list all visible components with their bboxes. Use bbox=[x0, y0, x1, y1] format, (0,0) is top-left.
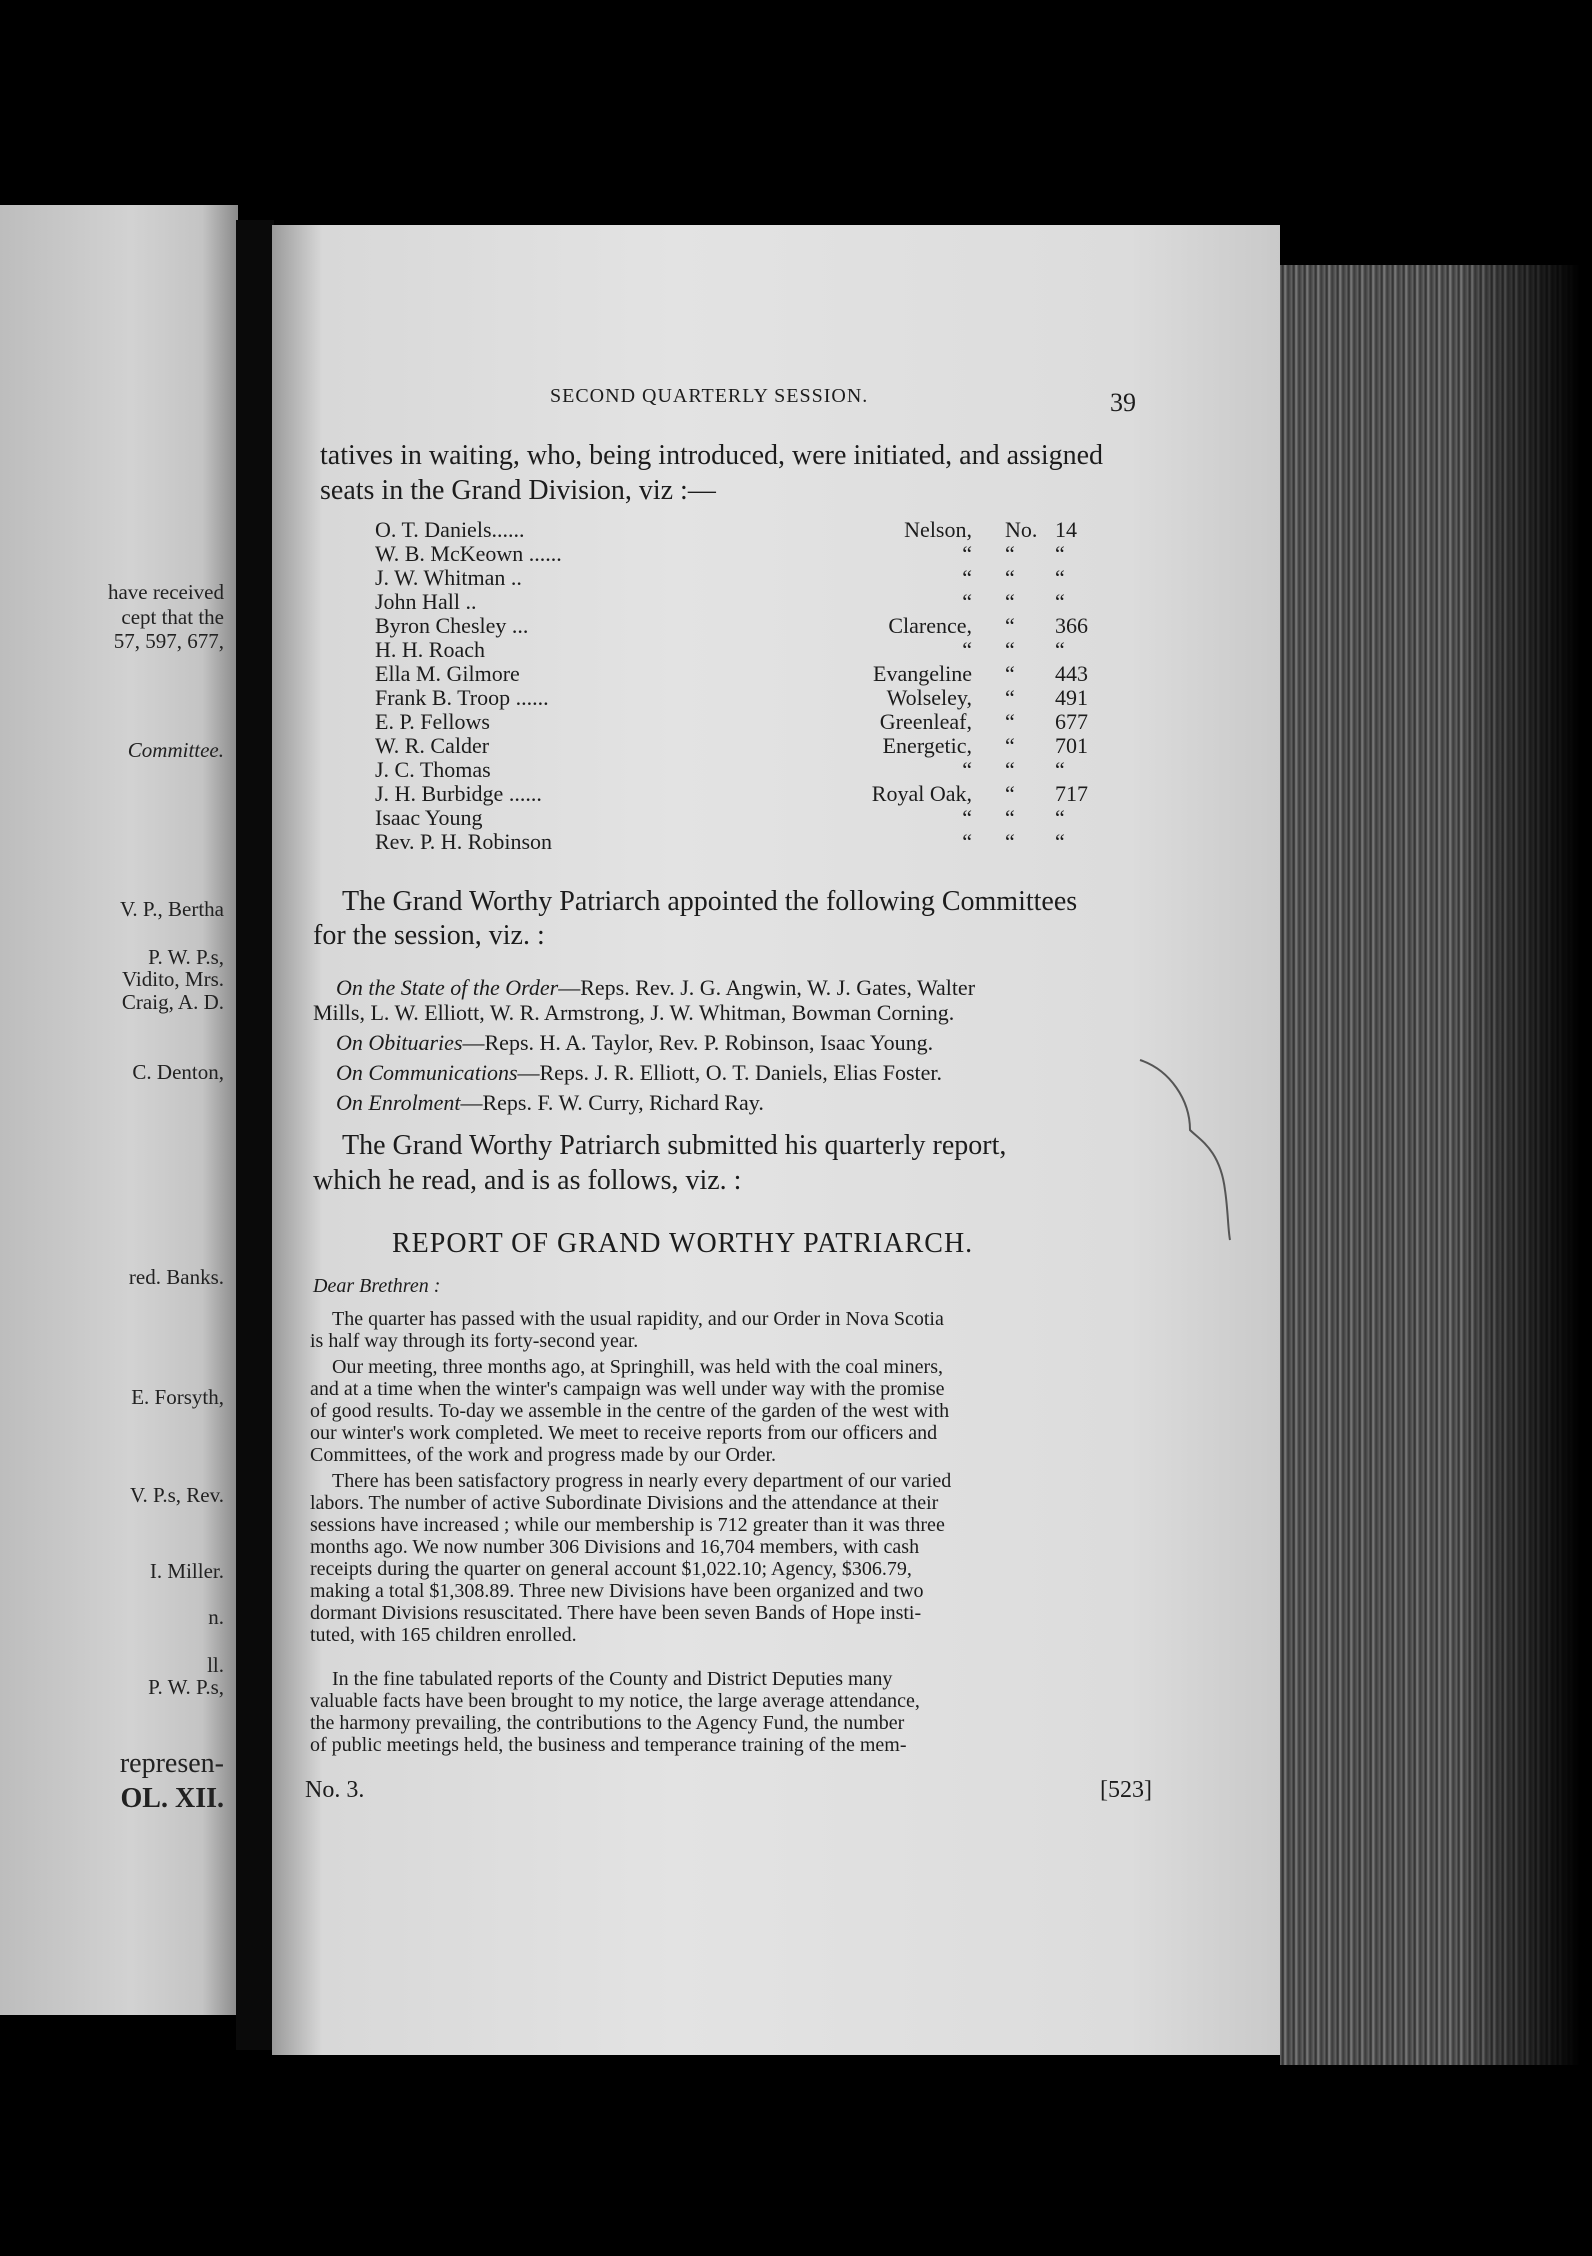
member-name: Frank B. Troop ...... bbox=[375, 685, 549, 710]
report-line: sessions have increased ; while our membership is 712 greater than it was three bbox=[310, 1514, 945, 1536]
report-line: There has been satisfactory progress in nearly every department of our varied bbox=[332, 1470, 952, 1492]
member-lodge: “ bbox=[962, 637, 972, 662]
member-num: 491 bbox=[1055, 685, 1088, 710]
member-num: “ bbox=[1055, 565, 1065, 590]
member-lodge: “ bbox=[962, 589, 972, 614]
committee-text: —Reps. J. R. Elliott, O. T. Daniels, Elias Foster. bbox=[517, 1060, 943, 1085]
member-no: “ bbox=[1005, 661, 1015, 686]
report-line: and at a time when the winter's campaign was well under way with the promise bbox=[310, 1378, 945, 1400]
member-num: “ bbox=[1055, 829, 1065, 854]
member-num: “ bbox=[1055, 757, 1065, 782]
page-number: 39 bbox=[1110, 388, 1136, 417]
member-no: “ bbox=[1005, 541, 1015, 566]
member-num: “ bbox=[1055, 589, 1065, 614]
member-no: “ bbox=[1005, 733, 1015, 758]
member-num: 677 bbox=[1055, 709, 1088, 734]
committees-intro-line: The Grand Worthy Patriarch appointed the following Committees bbox=[342, 886, 1078, 917]
member-row bbox=[0, 638, 1280, 662]
report-line: tuted, with 165 children enrolled. bbox=[310, 1624, 577, 1646]
member-lodge: “ bbox=[962, 757, 972, 782]
issue-signature: No. 3. bbox=[305, 1777, 365, 1803]
committees-intro-line: for the session, viz. : bbox=[313, 920, 545, 951]
member-num: 443 bbox=[1055, 661, 1088, 686]
member-name: O. T. Daniels...... bbox=[375, 517, 525, 542]
member-lodge: Clarence, bbox=[888, 613, 972, 638]
report-line: Committees, of the work and progress made by our Order. bbox=[310, 1444, 777, 1466]
member-lodge: Royal Oak, bbox=[871, 781, 972, 806]
member-no: “ bbox=[1005, 781, 1015, 806]
committee-obituaries bbox=[336, 1030, 933, 1056]
member-lodge: Greenleaf, bbox=[879, 709, 972, 734]
report-line: the harmony prevailing, the contributions to the Agency Fund, the number bbox=[310, 1712, 905, 1734]
member-no: “ bbox=[1005, 805, 1015, 830]
committee-state-cont: Mills, L. W. Elliott, W. R. Armstrong, J. W. Whitman, Bowman Corning. bbox=[313, 1000, 955, 1025]
member-lodge: Energetic, bbox=[882, 733, 972, 758]
report-intro-line: which he read, and is as follows, viz. : bbox=[313, 1165, 742, 1196]
intro-line: seats in the Grand Division, viz :— bbox=[320, 475, 716, 506]
member-no: “ bbox=[1005, 685, 1015, 710]
member-row bbox=[0, 542, 1280, 566]
member-name: Ella M. Gilmore bbox=[375, 661, 520, 686]
report-line: Our meeting, three months ago, at Springhill, was held with the coal miners, bbox=[332, 1356, 943, 1378]
member-row bbox=[0, 518, 1280, 542]
member-name: H. H. Roach bbox=[375, 637, 485, 662]
member-name: J. W. Whitman .. bbox=[375, 565, 522, 590]
member-no: “ bbox=[1005, 829, 1015, 854]
committee-text: —Reps. F. W. Curry, Richard Ray. bbox=[460, 1090, 764, 1115]
member-no: “ bbox=[1005, 637, 1015, 662]
member-row bbox=[0, 830, 1280, 854]
left-page-line: Craig, A. D. bbox=[121, 990, 224, 1014]
report-line: The quarter has passed with the usual rapidity, and our Order in Nova Scotia bbox=[332, 1308, 944, 1330]
page-reference: [523] bbox=[1100, 1777, 1152, 1803]
member-lodge: “ bbox=[962, 541, 972, 566]
left-page-line: C. Denton, bbox=[132, 1060, 224, 1084]
member-row bbox=[0, 782, 1280, 806]
left-page-line: ll. bbox=[207, 1653, 224, 1677]
left-page-line: red. Banks. bbox=[128, 1265, 224, 1289]
report-line: valuable facts have been brought to my notice, the large average attendance, bbox=[310, 1690, 920, 1712]
member-name: E. P. Fellows bbox=[375, 709, 490, 734]
member-num: “ bbox=[1055, 637, 1065, 662]
left-page-line: V. P., Bertha bbox=[119, 897, 224, 921]
report-line: In the fine tabulated reports of the County and District Deputies many bbox=[332, 1668, 893, 1690]
left-page-line: P. W. P.s, bbox=[148, 1675, 224, 1699]
member-lodge: Nelson, bbox=[904, 517, 972, 542]
scratch-mark bbox=[1130, 1050, 1270, 1250]
member-num: 366 bbox=[1055, 613, 1088, 638]
member-name: John Hall .. bbox=[375, 589, 477, 614]
member-row bbox=[0, 710, 1280, 734]
member-num: “ bbox=[1055, 541, 1065, 566]
running-title: SECOND QUARTERLY SESSION. bbox=[550, 385, 869, 407]
member-lodge: Wolseley, bbox=[886, 685, 972, 710]
left-page-line: represen- bbox=[119, 1748, 224, 1779]
left-page-line: Vidito, Mrs. bbox=[122, 967, 224, 991]
report-line: making a total $1,308.89. Three new Divisions have been organized and two bbox=[310, 1580, 924, 1602]
book-gutter bbox=[236, 220, 274, 2050]
left-page-line: P. W. P.s, bbox=[148, 945, 224, 969]
member-num: “ bbox=[1055, 805, 1065, 830]
committee-communications bbox=[336, 1060, 942, 1086]
member-num: 701 bbox=[1055, 733, 1088, 758]
member-no: “ bbox=[1005, 757, 1015, 782]
member-name: J. C. Thomas bbox=[375, 757, 491, 782]
report-intro-line: The Grand Worthy Patriarch submitted his quarterly report, bbox=[342, 1130, 1007, 1161]
member-name: W. R. Calder bbox=[375, 733, 490, 758]
member-row bbox=[0, 566, 1280, 590]
member-no: “ bbox=[1005, 709, 1015, 734]
committee-text: —Reps. Rev. J. G. Angwin, W. J. Gates, Walter bbox=[558, 975, 976, 1000]
left-page bbox=[0, 205, 238, 2015]
member-name: Rev. P. H. Robinson bbox=[375, 829, 553, 854]
report-line: of good results. To-day we assemble in the centre of the garden of the west with bbox=[310, 1400, 950, 1422]
member-num: 14 bbox=[1055, 517, 1077, 542]
member-row bbox=[0, 614, 1280, 638]
left-page-line: cept that the bbox=[121, 605, 224, 629]
member-lodge: “ bbox=[962, 565, 972, 590]
member-lodge: “ bbox=[962, 829, 972, 854]
page-edge bbox=[1280, 265, 1580, 2065]
left-page-line: V. P.s, Rev. bbox=[130, 1483, 224, 1507]
member-row bbox=[0, 806, 1280, 830]
member-row bbox=[0, 590, 1280, 614]
report-line: of public meetings held, the business and temperance training of the mem- bbox=[310, 1734, 907, 1756]
committee-state bbox=[336, 975, 975, 1001]
left-page-line: Committee. bbox=[127, 738, 224, 762]
report-line: labors. The number of active Subordinate Divisions and the attendance at their bbox=[310, 1492, 939, 1514]
member-name: Isaac Young bbox=[375, 805, 483, 830]
left-page-line: I. Miller. bbox=[149, 1559, 224, 1583]
committee-label: On the State of the Order bbox=[336, 975, 559, 1000]
report-line: receipts during the quarter on general account $1,022.10; Agency, $306.79, bbox=[310, 1558, 912, 1580]
member-lodge: “ bbox=[962, 805, 972, 830]
member-num: 717 bbox=[1055, 781, 1088, 806]
member-row bbox=[0, 734, 1280, 758]
member-no: “ bbox=[1005, 613, 1015, 638]
committee-label: On Obituaries bbox=[336, 1030, 463, 1055]
left-page-line: 57, 597, 677, bbox=[113, 629, 224, 653]
committee-enrolment bbox=[336, 1090, 764, 1116]
member-row bbox=[0, 686, 1280, 710]
member-no: “ bbox=[1005, 565, 1015, 590]
salutation: Dear Brethren : bbox=[313, 1275, 441, 1297]
left-page-line: have received bbox=[107, 580, 224, 604]
report-line: months ago. We now number 306 Divisions and 16,704 members, with cash bbox=[310, 1536, 920, 1558]
member-row bbox=[0, 758, 1280, 782]
member-name: W. B. McKeown ...... bbox=[375, 541, 562, 566]
member-lodge: Evangeline bbox=[873, 661, 972, 686]
report-title: REPORT OF GRAND WORTHY PATRIARCH. bbox=[392, 1228, 974, 1259]
left-page-line: OL. XII. bbox=[120, 1783, 224, 1814]
member-name: J. H. Burbidge ...... bbox=[375, 781, 542, 806]
member-name: Byron Chesley ... bbox=[375, 613, 529, 638]
committee-text: —Reps. H. A. Taylor, Rev. P. Robinson, Isaac Young. bbox=[462, 1030, 934, 1055]
member-no: No. bbox=[1005, 517, 1038, 542]
report-line: is half way through its forty-second year. bbox=[310, 1330, 639, 1352]
committee-label: On Communications bbox=[336, 1060, 518, 1085]
member-no: “ bbox=[1005, 589, 1015, 614]
committee-label: On Enrolment bbox=[336, 1090, 461, 1115]
left-page-line: n. bbox=[208, 1605, 224, 1629]
intro-line: tatives in waiting, who, being introduced, were initiated, and assigned bbox=[320, 440, 1104, 471]
left-page-line: E. Forsyth, bbox=[131, 1385, 224, 1409]
report-line: our winter's work completed. We meet to receive reports from our officers and bbox=[310, 1422, 938, 1444]
report-line: dormant Divisions resuscitated. There have been seven Bands of Hope insti- bbox=[310, 1602, 922, 1624]
member-row bbox=[0, 662, 1280, 686]
